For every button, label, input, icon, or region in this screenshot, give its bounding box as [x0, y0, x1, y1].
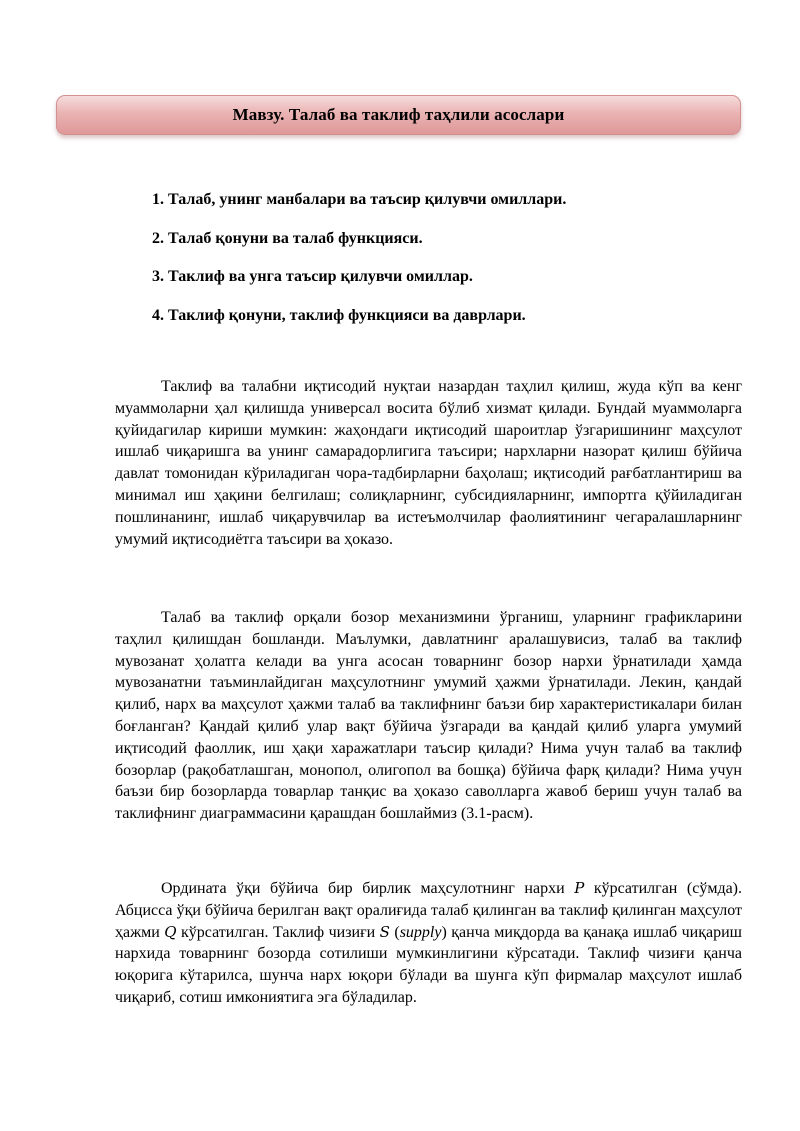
- paragraph-3-text: (: [394, 923, 400, 941]
- price-variable: P: [574, 879, 585, 897]
- topic-list: [152, 190, 566, 344]
- paragraph-1: Таклиф ва талабни иқтисодий нуқтаи назардан таҳлил қилиш, жуда кўп ва кенг муаммоларни ҳал қилишда универсал восита бўлиб хизмат қилади. Бундай муаммоларга қуйидагилар кириши мумкин: жаҳондаги иқтисодий шароитлар ўзгаришининг маҳсулот ишлаб чиқаришга ва унинг самарадорлигига таъсири; нархларни назорат қилиш бўйича давлат томонидан кўриладиган чора-тадбирларни баҳолаш; иқтисодий рағбатлантириш ва минимал иш ҳақини белгилаш; солиқларнинг, субсидияларнинг, импортга қўйиладиган пошлинанинг, ишлаб чиқарувчилар ва истеъмолчилар фаолиятининг чегаралашларнинг умумий иқтисодиётга таъсири ва ҳоказо.: [115, 378, 742, 548]
- paragraph-2: Талаб ва таклиф орқали бозор механизмини ўрганиш, уларнинг графикларини таҳлил қилишдан бошланди. Маълумки, давлатнинг аралашувисиз, талаб ва таклиф мувозанат ҳолатга келади ва унга асосан товарнинг бозор нархи ўрнатилади ҳамда мувозанатни таъминлайдиган маҳсулотнинг умумий ҳажми ўрнатилади. Лекин, қандай қилиб, нарх ва маҳсулот ҳажми талаб ва таклифнинг баъзи бир характеристикалари билан боғланган? Қандай қилиб улар вақт бўйича ўзгаради ва қандай қилиб уларга умумий иқтисодий фаоллик, иш ҳақи харажатлари таъсир қилади? Нима учун талаб ва таклиф бозорлар (рақобатлашган, монопол, олигопол ва бошқа) бўйича фарқ қилади? Нима учун баъзи бир бозорларда товарлар танқис ва ҳоказо саволларга жавоб бериш учун талаб ва таклифнинг диаграммасини қарашдан бошлаймиз (3.1-расм).: [115, 609, 742, 823]
- paragraph-3-text: Ордината ўқи бўйича бир бирлик маҳсулотнинг нархи: [161, 880, 565, 897]
- page-title: Мавзу. Талаб ва таклиф таҳлили асослари: [232, 105, 565, 124]
- paragraph-3-text: ) қанча миқдорда ва қанақа ишлаб чиқариш нархида товарнинг бозорда сотилиши мумкинлигини кўрсатади. Таклиф чизиғи қанча юқорига кўтарилса, шунча нарх юқори бўлади ва шунга кўп фирмалар маҳсулот ишлаб чиқариб, сотиш имкониятига эга бўладилар.: [115, 923, 742, 1006]
- topic-item: 3. Таклиф ва унга таъсир қилувчи омиллар.: [152, 268, 473, 286]
- topic-item: 1. Талаб, унинг манбалари ва таъсир қилувчи омиллари.: [152, 191, 567, 208]
- topic-item: 4. Таклиф қонуни, таклиф функцияси ва даврлари.: [152, 306, 526, 324]
- supply-variable: S: [379, 922, 390, 941]
- supply-term: supply: [399, 923, 442, 941]
- topic-item: 2. Талаб қонуни ва талаб функцияси.: [152, 229, 423, 247]
- paragraph-3-text: кўрсатилган (сўмда). Абцисса ўқи бўйича берилган вақт оралиғида талаб қилинган ва таклиф қилинган маҳсулот ҳажми: [115, 880, 743, 941]
- paragraph-3: [115, 878, 742, 1009]
- quantity-variable: Q: [164, 922, 177, 941]
- paragraph-3-text: кўрсатилган. Таклиф чизиғи: [181, 923, 376, 941]
- title-banner: [56, 95, 741, 135]
